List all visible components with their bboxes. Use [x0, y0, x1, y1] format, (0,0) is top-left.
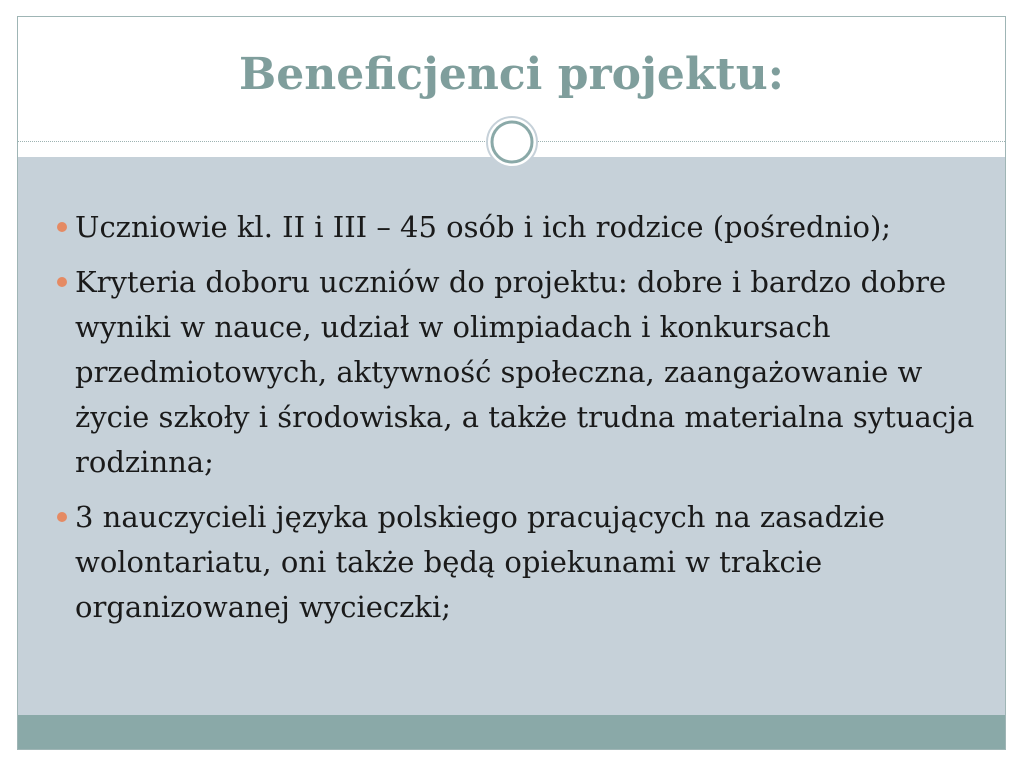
bullet-item	[57, 260, 977, 485]
bullet-item	[57, 495, 977, 630]
slide-content	[18, 157, 1005, 715]
bullet-text: 3 nauczycieli języka polskiego pracujących na zasadzie wolontariatu, oni także będą opiekunami w trakcie organizowanej wycieczki;	[75, 500, 885, 624]
bullet-item	[57, 205, 977, 250]
footer-band	[18, 715, 1005, 750]
bullet-text: Kryteria doboru uczniów do projektu: dobre i bardzo dobre wyniki w nauce, udział w olimpiadach i konkursach przedmiotowych, aktywność społeczna, zaangażowanie w życie szkoły i środowiska, a także trudna materialna sytuacja rodzinna;	[75, 265, 975, 479]
bullet-text: Uczniowie kl. II i III – 45 osób i ich rodzice (pośrednio);	[75, 210, 892, 244]
slide-title: Beneficjenci projektu:	[239, 49, 784, 100]
circle-ornament-icon	[485, 115, 539, 169]
bullet-list	[57, 205, 977, 640]
bullet-dot-icon	[57, 222, 67, 232]
bullet-dot-icon	[57, 277, 67, 287]
bullet-dot-icon	[57, 512, 67, 522]
slide-frame	[17, 16, 1006, 750]
